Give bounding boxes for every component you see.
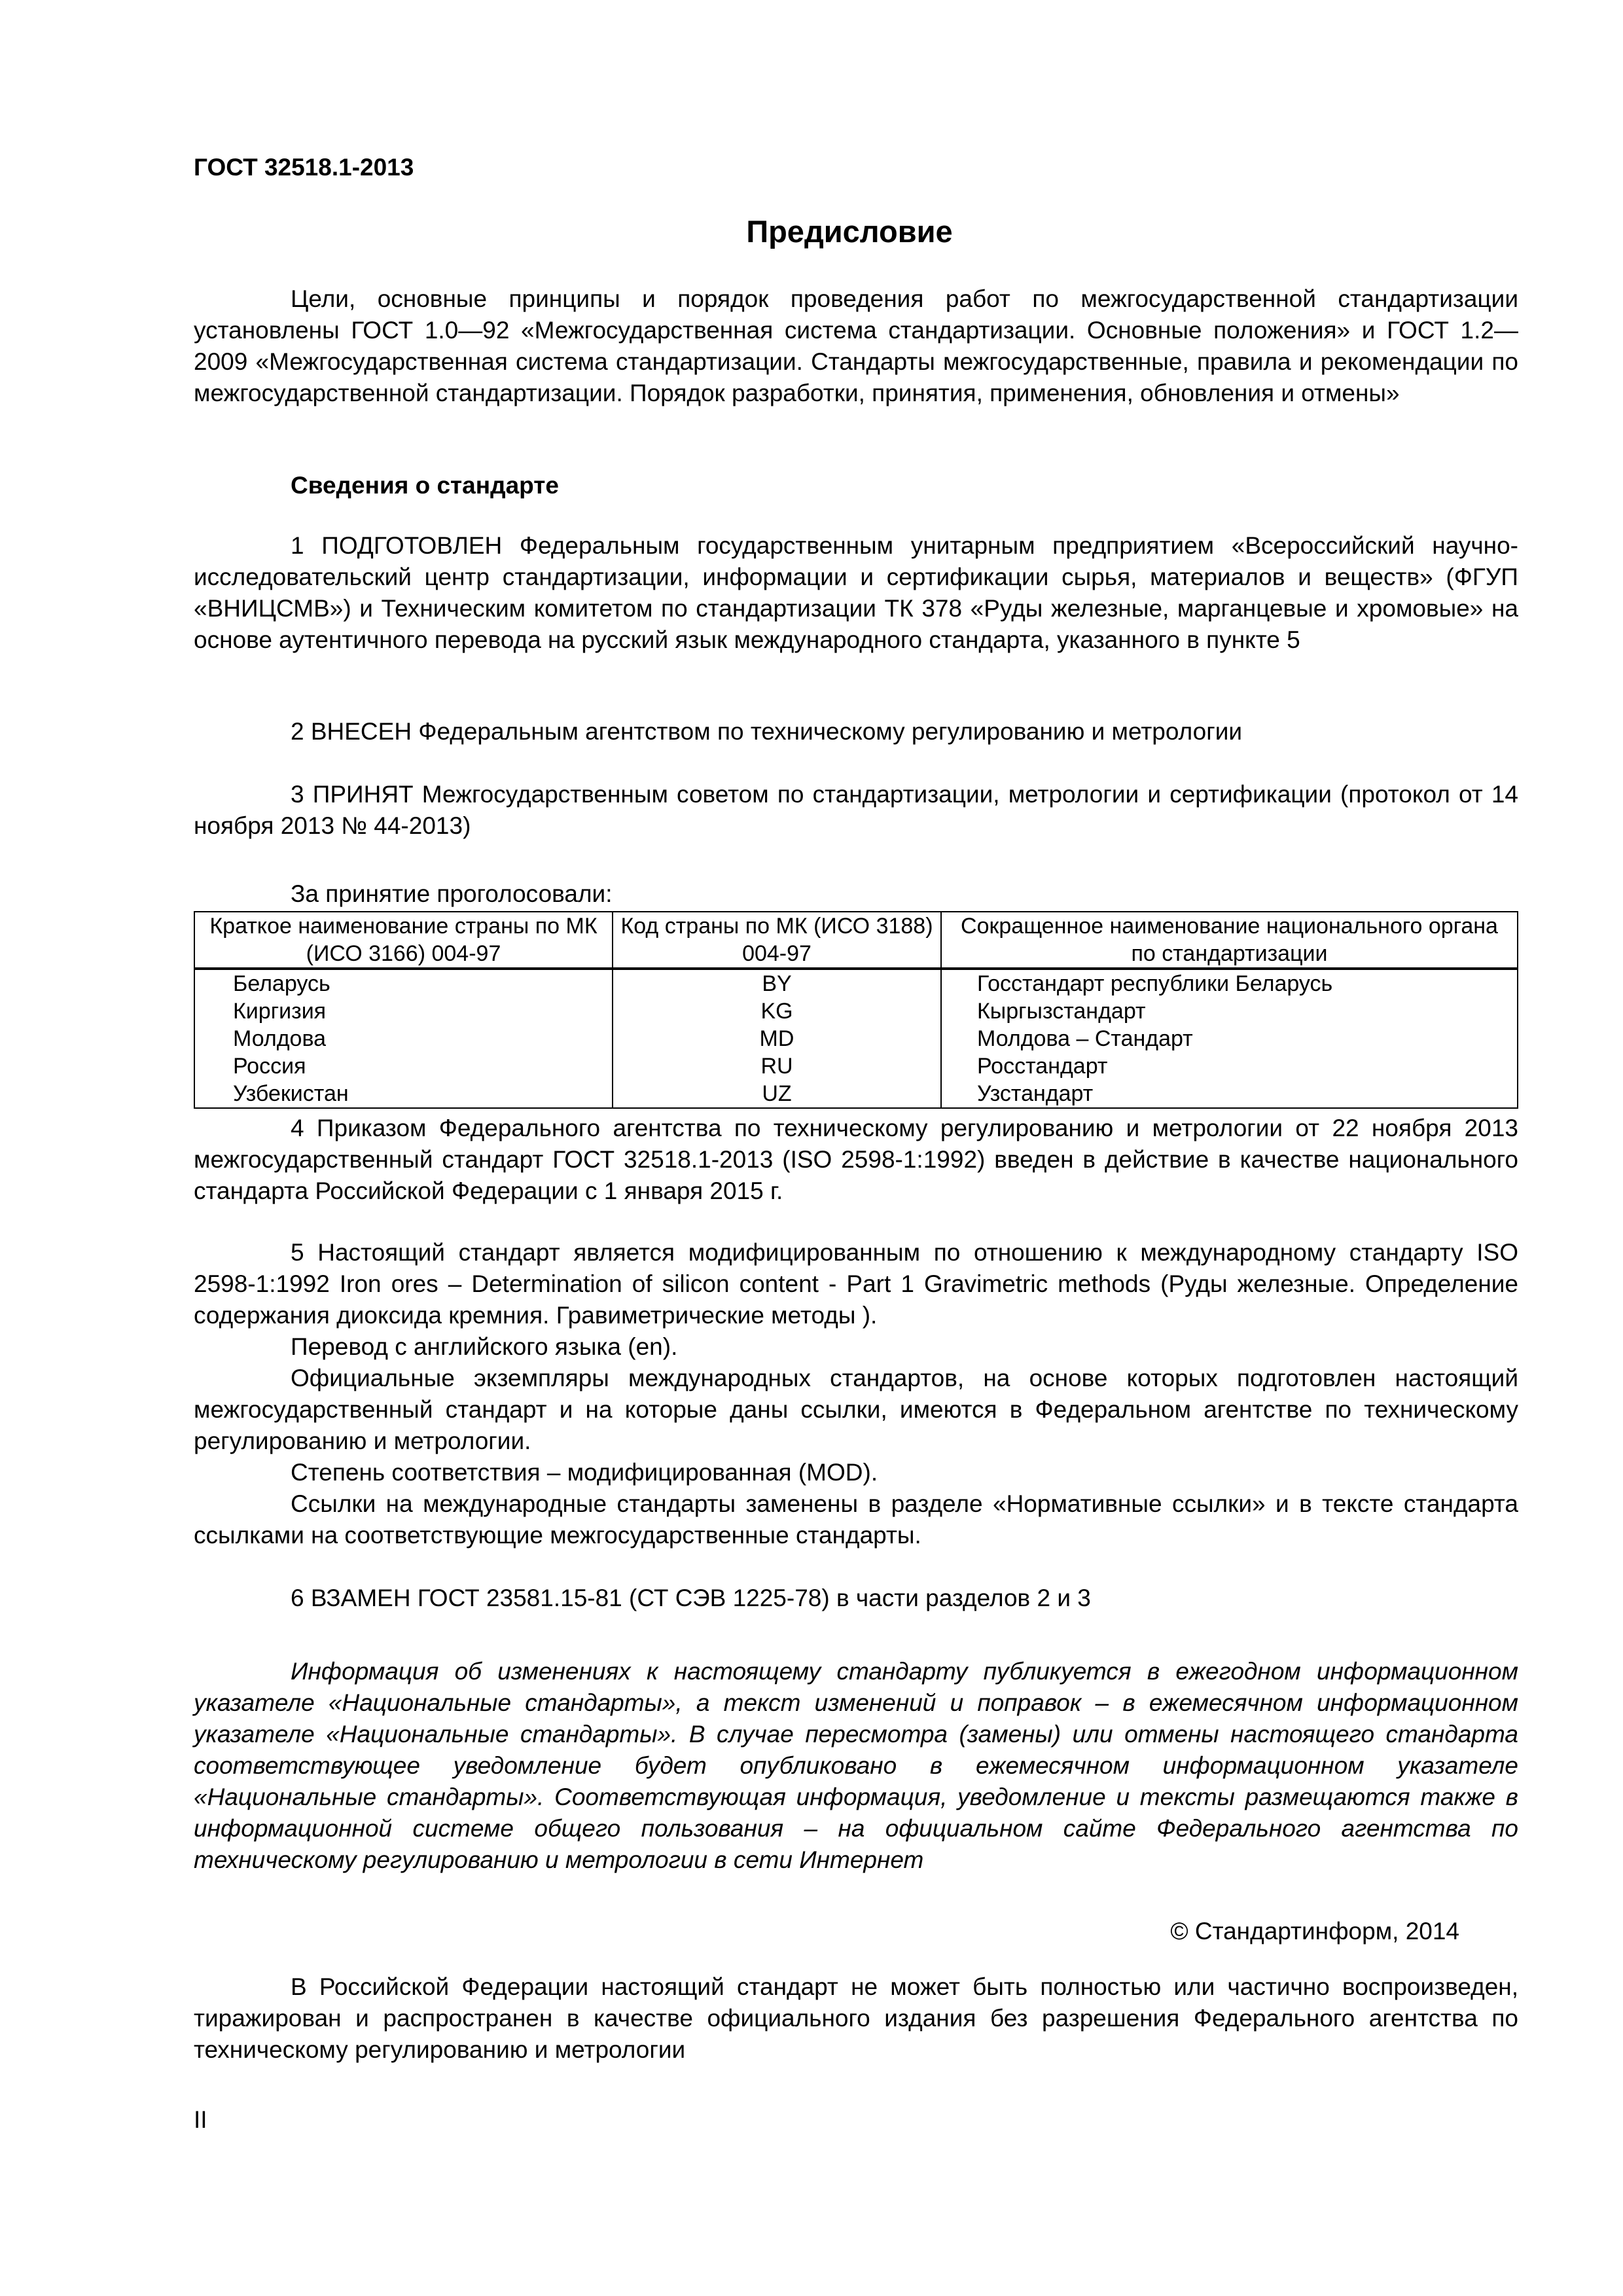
item-5-references: Ссылки на международные стандарты заменены в разделе «Нормативные ссылки» и в тексте стандарта ссылками на соответствующие межгосударственные стандарты.: [194, 1490, 1518, 1549]
changes-info: Информация об изменениях к настоящему стандарту публикуется в ежегодном информационном указателе «Национальные стандарты», а текст изменений и поправок – в ежемесячном информационном указателе «Национальные стандарты». В случае пересмотра (замены) или отмены настоящего стандарта соответствующее уведомление будет опубликовано в ежемесячном информационном указателе «Национальные стандарты». Соответствующая информация, уведомление и тексты размещаются также в информационной системе общего пользования – на официальном сайте Федерального агентства по техническому регулированию и метрологии в сети Интернет: [194, 1658, 1518, 1873]
item-3-adopted: 3 ПРИНЯТ Межгосударственным советом по стандартизации, метрологии и сертификации (протокол от 14 ноября 2013 № 44-2013): [194, 781, 1518, 839]
table-row: [194, 1080, 1518, 1108]
national-body: Росстандарт: [941, 1052, 1518, 1080]
national-body: Госстандарт республики Беларусь: [941, 969, 1518, 997]
country-name: Россия: [194, 1052, 613, 1080]
national-body: Молдова – Стандарт: [941, 1025, 1518, 1052]
country-code: BY: [613, 969, 941, 997]
table-row: [194, 997, 1518, 1025]
table-row: [194, 969, 1518, 997]
item-5-official-copies: Официальные экземпляры международных стандартов, на основе которых подготовлен настоящий межгосударственный стандарт и на которые даны ссылки, имеются в Федеральном агентстве по техническому регулированию и метрологии.: [194, 1365, 1518, 1454]
country-code: KG: [613, 997, 941, 1025]
item-5-degree: Степень соответствия – модифицированная (MOD).: [291, 1459, 878, 1486]
header-country-name: Краткое наименование страны по МК (ИСО 3166) 004-97: [194, 912, 613, 969]
rights-notice: В Российской Федерации настоящий стандарт не может быть полностью или частично воспроизведен, тиражирован и распространен в качестве официального издания без разрешения Федерального агентства по техническому регулированию и метрологии: [194, 1973, 1518, 2063]
country-name: Узбекистан: [194, 1080, 613, 1108]
vote-table-header-row: [194, 912, 1518, 969]
country-code: UZ: [613, 1080, 941, 1108]
page-number: II: [194, 2106, 207, 2133]
national-body: Кыргызстандарт: [941, 997, 1518, 1025]
item-5-translation: Перевод с английского языка (en).: [291, 1333, 678, 1360]
table-row: [194, 1025, 1518, 1052]
country-code: RU: [613, 1052, 941, 1080]
intro-paragraph: Цели, основные принципы и порядок проведения работ по межгосударственной стандартизации установлены ГОСТ 1.0—92 «Межгосударственная система стандартизации. Основные положения» и ГОСТ 1.2—2009 «Межгосударственная система стандартизации. Стандарты межгосударственные, правила и рекомендации по межгосударственной стандартизации. Порядок разработки, принятия, применения, обновления и отмены»: [194, 285, 1518, 406]
country-code: MD: [613, 1025, 941, 1052]
vote-table: [194, 911, 1518, 1109]
vote-label: За принятие проголосовали:: [291, 880, 613, 907]
item-4-order: 4 Приказом Федерального агентства по техническому регулированию и метрологии от 22 ноября 2013 межгосударственный стандарт ГОСТ 32518.1-2013 (ISO 2598-1:1992) введен в действие в качестве национального стандарта Российской Федерации с 1 января 2015 г.: [194, 1115, 1518, 1204]
info-heading: Сведения о стандарте: [291, 472, 559, 499]
item-2-introduced: 2 ВНЕСЕН Федеральным агентством по техническому регулированию и метрологии: [291, 718, 1243, 745]
country-name: Молдова: [194, 1025, 613, 1052]
country-name: Киргизия: [194, 997, 613, 1025]
table-row: [194, 1052, 1518, 1080]
header-country-code: Код страны по МК (ИСО 3188) 004-97: [613, 912, 941, 969]
national-body: Узстандарт: [941, 1080, 1518, 1108]
country-name: Беларусь: [194, 969, 613, 997]
item-5-modified: 5 Настоящий стандарт является модифицированным по отношению к международному стандарту ISO 2598-1:1992 Iron ores – Determination of silicon content - Part 1 Gravimetric methods (Руды железные. Определение содержания диоксида кремния. Гравиметрические методы ).: [194, 1239, 1518, 1329]
header-national-body: Сокращенное наименование национального органа по стандартизации: [941, 912, 1518, 969]
standard-code: ГОСТ 32518.1-2013: [194, 154, 414, 181]
item-1-prepared: 1 ПОДГОТОВЛЕН Федеральным государственным унитарным предприятием «Всероссийский научно-исследовательский центр стандартизации, информации и сертификации сырья, материалов и веществ» (ФГУП «ВНИЦСМВ») и Техническим комитетом по стандартизации ТК 378 «Руды железные, марганцевые и хромовые» на основе аутентичного перевода на русский язык международного стандарта, указанного в пункте 5: [194, 532, 1518, 653]
copyright: © Стандартинформ, 2014: [1170, 1918, 1459, 1945]
page-title: Предисловие: [746, 214, 953, 249]
item-6-replaces: 6 ВЗАМЕН ГОСТ 23581.15-81 (СТ СЭВ 1225-78) в части разделов 2 и 3: [291, 1585, 1091, 1611]
